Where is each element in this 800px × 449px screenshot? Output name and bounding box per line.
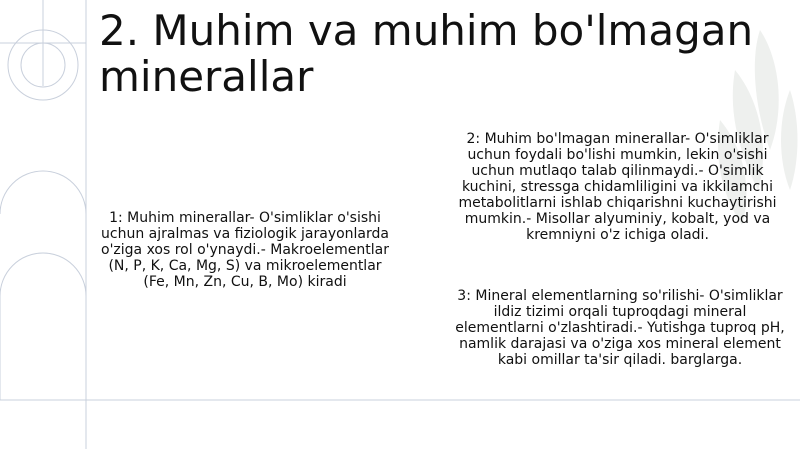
outline-arc-upper	[0, 171, 86, 214]
text-block-essential-minerals: 1: Muhim minerallar- O'simliklar o'sishi uchun ajralmas va fiziologik jarayonlarda o'ziga xos rol o'ynaydi.- Makroelementlar (N, P, K, Ca, Mg, S) va mikroelementlar (Fe, Mn, Zn, Cu, B, Mo) kiradi	[101, 210, 389, 290]
text-block-mineral-uptake: 3: Mineral elementlarning so'rilishi- O'simliklar ildiz tizimi orqali tuproqdagi mineral elementlarni o'zlashtiradi.- Yutishga tuproq pH, namlik darajasi va o'ziga xos mineral element kabi omillar ta'sir qiladi. barglarga.	[455, 288, 785, 368]
outline-arc-lower	[0, 253, 86, 400]
text-block-nonessential-minerals: 2: Muhim bo'lmagan minerallar- O'simliklar uchun foydali bo'lishi mumkin, lekin o'sishi uchun mutlaqo talab qilinmaydi.- O'simlik kuchini, stressga chidamliligini va ikkilamchi metabolitlarni ishlab chiqarishni kuchaytirishi mumkin.- Misollar alyuminiy, kobalt, yod va kremniyni o'z ichiga oladi.	[458, 131, 777, 243]
slide-title: 2. Muhim va muhim bo'lmagan minerallar	[99, 6, 754, 101]
